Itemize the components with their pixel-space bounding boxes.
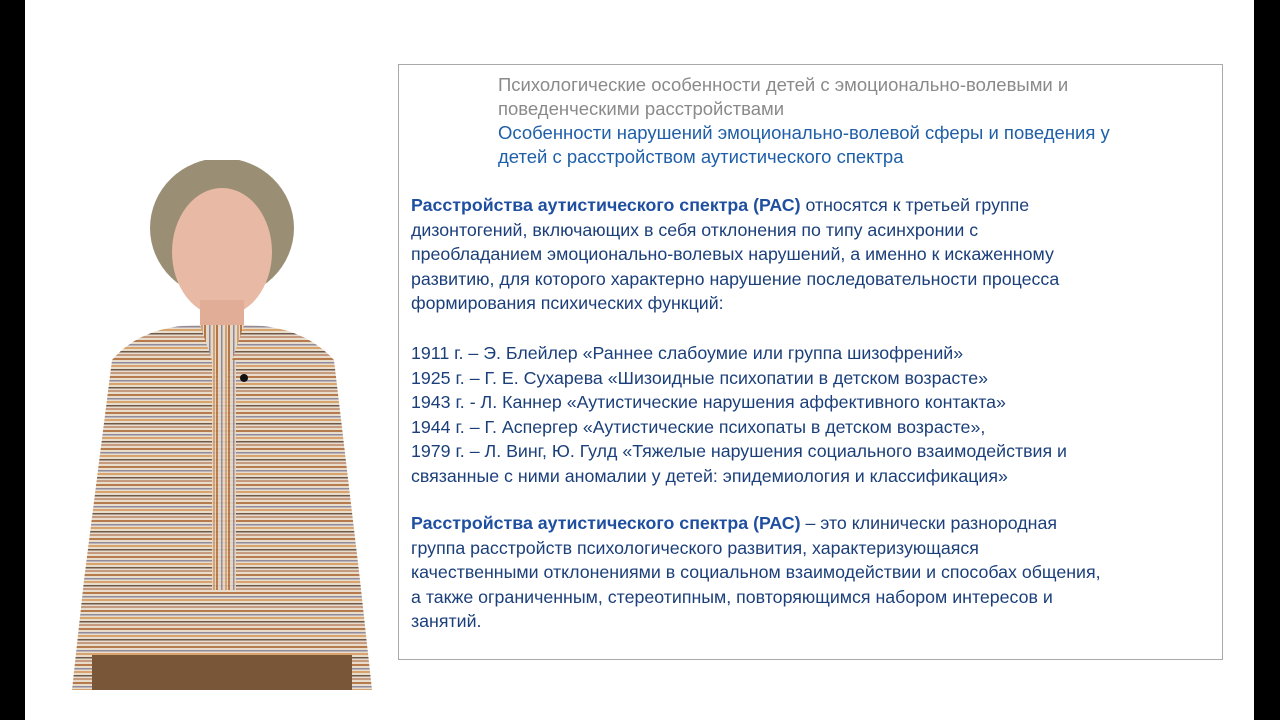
- history-item: связанные с ними аномалии у детей: эпидемиология и классификация»: [411, 465, 1008, 486]
- history-item: 1925 г. – Г. Е. Сухарева «Шизоидные психопатии в детском возрасте»: [411, 367, 988, 388]
- course-title-line-2: поведенческими расстройствами: [498, 98, 785, 119]
- paragraph-line: формирования психических функций:: [411, 293, 724, 313]
- paragraph-line: преобладанием эмоционально-волевых нарушений, а именно к искаженному: [411, 244, 1054, 264]
- paragraph-line: качественными отклонениями в социальном взаимодействии и способах общения,: [411, 562, 1101, 582]
- topic-title-line-1: Особенности нарушений эмоционально-волевой сферы и поведения у: [498, 122, 1110, 143]
- term-ras: Расстройства аутистического спектра (РАС): [411, 195, 801, 215]
- term-ras: Расстройства аутистического спектра (РАС): [411, 513, 801, 533]
- history-item: 1943 г. - Л. Каннер «Аутистические нарушения аффективного контакта»: [411, 392, 1006, 412]
- definition-paragraph-1: [411, 193, 1211, 316]
- paragraph-line: развитию, для которого характерно нарушение последовательности процесса: [411, 268, 1060, 289]
- definition-paragraph-2: [411, 511, 1211, 634]
- paragraph-line: а также ограниченным, стереотипным, повторяющимся набором интересов и: [411, 586, 1053, 607]
- history-list: [411, 341, 1211, 488]
- history-item: 1979 г. – Л. Винг, Ю. Гулд «Тяжелые нарушения социального взаимодействия и: [411, 441, 1067, 461]
- paragraph-text: относятся к третьей группе: [800, 195, 1030, 215]
- topic-title-line-2: детей с расстройством аутистического спектра: [498, 146, 904, 167]
- history-item: 1944 г. – Г. Аспергер «Аутистические психопаты в детском возрасте»,: [411, 416, 986, 437]
- history-item: 1911 г. – Э. Блейлер «Раннее слабоумие или группа шизофрений»: [411, 343, 964, 363]
- paragraph-line: группа расстройств психологического развития, характеризующаяся: [411, 537, 979, 558]
- paragraph-line: занятий.: [411, 611, 482, 631]
- lecture-slide: [398, 64, 1223, 660]
- slide-header: [498, 73, 1198, 169]
- paragraph-line: дизонтогений, включающих в себя отклонения по типу асинхронии с: [411, 219, 979, 240]
- course-title-line-1: Психологические особенности детей с эмоционально-волевыми и: [498, 74, 1069, 95]
- video-frame: [25, 0, 1254, 720]
- paragraph-text: – это клинически разнородная: [800, 513, 1058, 533]
- presenter-figure: [72, 160, 372, 690]
